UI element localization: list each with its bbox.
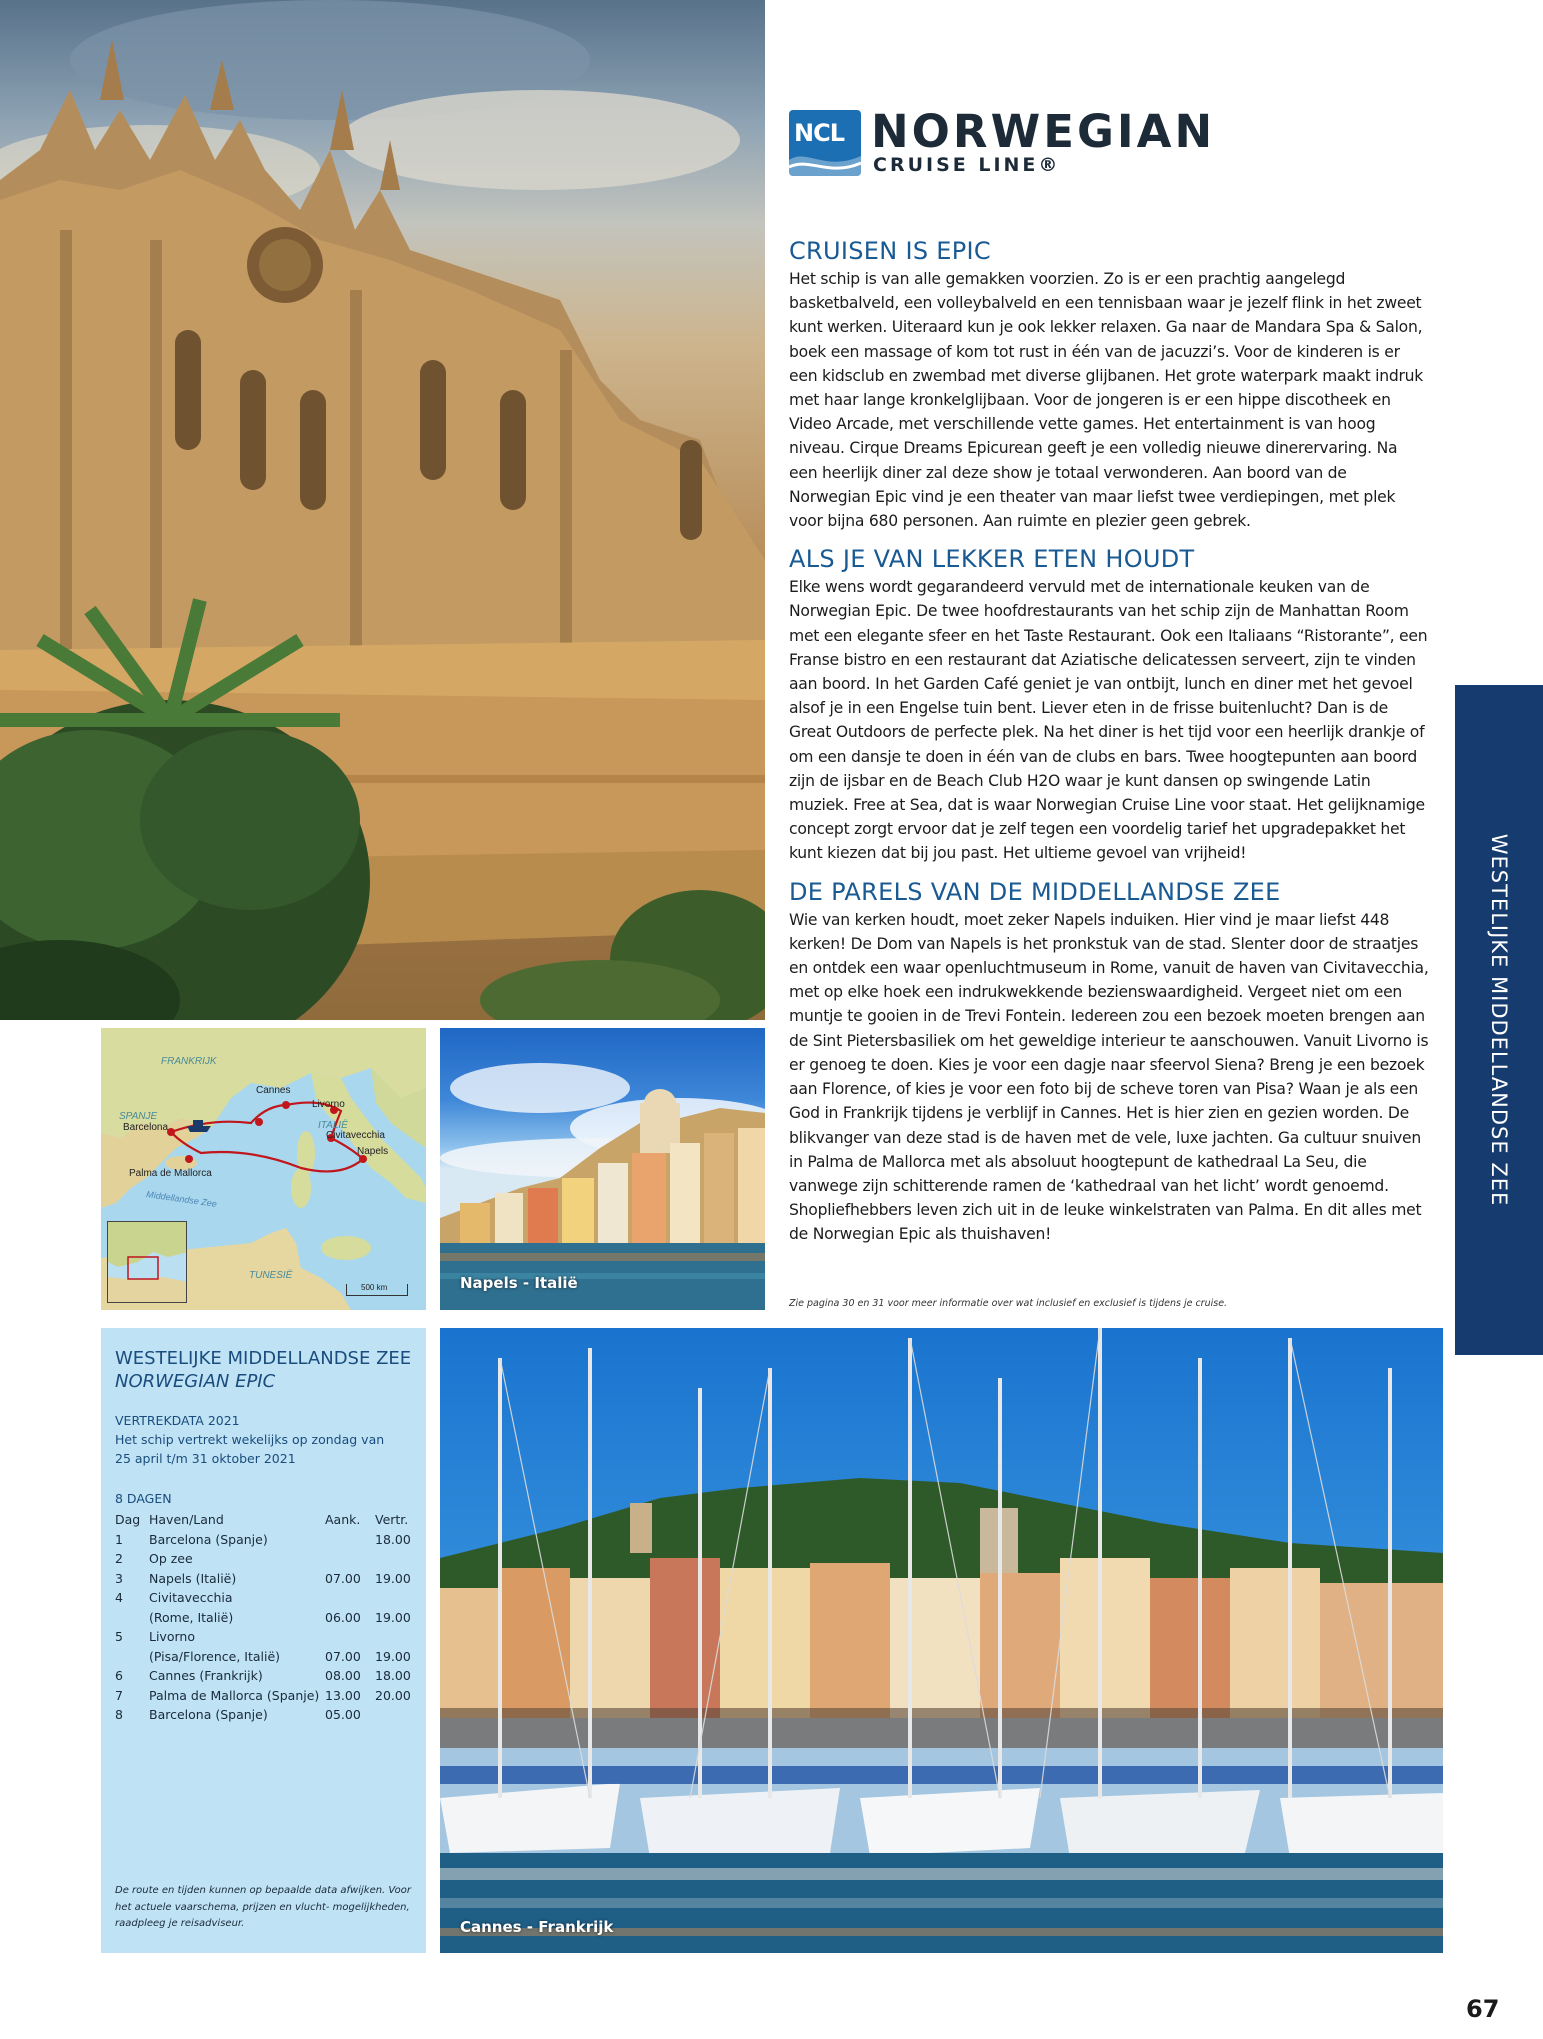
napels-caption: Napels - Italië [460, 1274, 578, 1292]
map-inset-drawing [108, 1222, 187, 1303]
row-arrival [325, 1530, 375, 1550]
table-row [115, 1627, 411, 1647]
row-arrival: 13.00 [325, 1687, 361, 1703]
cathedral-illustration [0, 0, 765, 1020]
row-arrival [325, 1588, 375, 1608]
map-port-napels: Napels [357, 1146, 389, 1157]
col-departure: Vertr. [375, 1512, 409, 1527]
table-row [115, 1608, 411, 1628]
col-arrival: Aank. [325, 1512, 361, 1527]
region-side-tab-label: WESTELIJKE MIDDELLANDSE ZEE [1487, 833, 1511, 1207]
row-port: Palma de Mallorca (Spanje) [149, 1687, 320, 1703]
itinerary-duration: 8 DAGEN [115, 1491, 172, 1506]
row-port: Op zee [149, 1551, 193, 1566]
wave-icon [789, 150, 861, 176]
photo-napels [440, 1028, 765, 1310]
row-departure: 18.00 [375, 1531, 411, 1547]
map-label-italie: ITALIË [318, 1120, 348, 1131]
footnote: Zie pagina 30 en 31 voor meer informatie over wat inclusief en exclusief is tijdens je cruise. [789, 1298, 1228, 1309]
itinerary-box [101, 1328, 426, 1953]
section-text-parels: Wie van kerken houdt, moet zeker Napels induiken. Hier vind je maar liefst 448 kerken! De Dom van Napels is het pronkstuk van de stad. Slenter door de straatjes en ontdek een waar openluchtmuseum in Rome, vanuit de haven van Civitavecchia, met op elke hoek een indrukwekkende bezienswaardigheid. Vergeet niet om een muntje te gooien in de Trevi Fontein. Iedereen zou een bezoek moeten brengen aan de Sint Pietersbasiliek om het geweldige interieur te aanschouwen. Vanuit Livorno is er genoeg te doen. Kies je voor een dagje naar sfeervol Siena? Breng je een bezoek aan Florence, of kies je voor een foto bij de scheve toren van Pisa? Waan je als een God in Frankrijk tijdens je verblijf in Cannes. Het is hier zien en gezien worden. De blikvanger van deze stad is de haven met de vele, luxe jachten. Ga cultuur snuiven in Palma de Mallorca met als absoluut hoogtepunt de kathedraal La Seu, die vanwege zijn schitterende ramen de ‘kathedraal van het licht’ wordt genoemd. Shopliefhebbers leven zich uit in de leuke winkelstraten van Palma. En dit alles met de Norwegian Epic als thuishaven! [789, 910, 1429, 1244]
photo-cannes [440, 1328, 1443, 1953]
map-port-barcelona: Barcelona [123, 1122, 169, 1133]
row-day: 3 [115, 1570, 123, 1586]
itinerary-dates-line2: 25 april t/m 31 oktober 2021 [115, 1451, 296, 1466]
row-departure: 19.00 [375, 1570, 411, 1586]
ncl-logo-subtitle: CRUISE LINE® [873, 154, 1061, 176]
row-departure [375, 1627, 411, 1647]
row-departure [375, 1588, 411, 1608]
map-scale-label: 500 km [361, 1283, 388, 1292]
row-departure: 18.00 [375, 1668, 411, 1683]
map-label-sea: Middellandse Zee [145, 1189, 218, 1209]
row-departure [375, 1549, 411, 1569]
row-arrival [325, 1627, 375, 1647]
itinerary-note: De route en tijden kunnen op bepaalde data afwijken. Voor het actuele vaarschema, prijzen en vlucht- mogelijkheden, raadpleeg je reisadviseur. [115, 1885, 412, 1929]
itinerary-title: WESTELIJKE MIDDELLANDSE ZEE [115, 1348, 412, 1369]
map-port-livorno: Livorno [312, 1099, 345, 1110]
row-arrival: 05.00 [325, 1707, 361, 1722]
map-port-cannes: Cannes [256, 1085, 291, 1096]
table-row [115, 1666, 411, 1686]
article-body [789, 236, 1429, 1258]
map-label-spanje: SPANJE [119, 1111, 158, 1122]
row-day [115, 1647, 149, 1667]
napels-illustration [440, 1028, 765, 1310]
row-arrival: 08.00 [325, 1668, 361, 1683]
route-map [101, 1028, 426, 1310]
region-side-tab [1455, 685, 1543, 1355]
cannes-caption: Cannes - Frankrijk [460, 1918, 614, 1936]
row-port: Napels (Italië) [149, 1570, 237, 1586]
row-departure [375, 1705, 411, 1725]
itinerary-table-header [115, 1510, 411, 1530]
ncl-logo-name: NORWEGIAN [871, 105, 1216, 158]
row-port: (Pisa/Florence, Italië) [149, 1648, 281, 1664]
row-arrival: 07.00 [325, 1570, 361, 1586]
page-number: 67 [1466, 1995, 1500, 2023]
col-day: Dag [115, 1512, 141, 1527]
map-inset-europe [107, 1221, 187, 1303]
ncl-logo [789, 105, 1219, 180]
col-port: Haven/Land [149, 1512, 224, 1527]
table-row [115, 1647, 411, 1667]
section-text-eten: Elke wens wordt gegarandeerd vervuld met de internationale keuken van de Norwegian Epic. De twee hoofdrestaurants van het schip zijn de Manhattan Room met een elegante sfeer en het Taste Restaurant. Ook een Italiaans “Ristorante”, een Franse bistro en een restaurant dat Aziatische delicatessen serveert, zijn te vinden aan boord. In het Garden Café geniet je van ontbijt, lunch en diner met het gevoel alsof je in een Engelse tuin bent. Liever eten in de frisse buitenlucht? Dan is de Great Outdoors de perfecte plek. Na het diner is het tijd voor een heerlijk drankje of om een dansje te doen in één van de clubs en bars. Twee hoogtepunten aan boord zijn de ijsbar en de Beach Club H2O waar je kunt dansen op swingende Latin muziek. Free at Sea, dat is waar Norwegian Cruise Line voor staat. Het gelijknamige concept zorgt ervoor dat je zelf tegen een voordelig tarief het upgradepakket het kunt kiezen dat bij jou past. Het ultieme gevoel van vrijheid! [789, 578, 1428, 863]
table-row [115, 1686, 411, 1706]
row-arrival [325, 1549, 375, 1569]
row-departure: 19.00 [375, 1648, 411, 1664]
row-port: Civitavecchia [149, 1590, 233, 1605]
section-heading-parels: DE PARELS VAN DE MIDDELLANDSE ZEE [789, 877, 1281, 906]
hero-photo-palma-cathedral [0, 0, 765, 1020]
table-row [115, 1530, 411, 1550]
map-port-civitavecchia: Civitavecchia [326, 1130, 385, 1141]
row-departure: 19.00 [375, 1609, 411, 1625]
row-port: Barcelona (Spanje) [149, 1531, 268, 1547]
row-arrival: 07.00 [325, 1648, 361, 1664]
row-day: 4 [115, 1590, 123, 1605]
map-label-tunesie: TUNESIË [249, 1270, 293, 1281]
row-day: 6 [115, 1668, 123, 1683]
row-port: Barcelona (Spanje) [149, 1707, 268, 1722]
row-port: (Rome, Italië) [149, 1609, 234, 1625]
table-row [115, 1569, 411, 1589]
map-port-palma: Palma de Mallorca [129, 1168, 212, 1179]
itinerary-dates-line1: Het schip vertrekt wekelijks op zondag van [115, 1432, 385, 1447]
table-row [115, 1588, 411, 1608]
ncl-logo-mark [789, 110, 861, 176]
row-day [115, 1608, 149, 1628]
ncl-logo-mark-text: NCL [794, 119, 844, 147]
itinerary-dates-heading: VERTREKDATA 2021 [115, 1413, 240, 1428]
row-day: 1 [115, 1531, 123, 1547]
section-heading-cruisen: CRUISEN IS EPIC [789, 237, 991, 265]
row-day: 5 [115, 1629, 123, 1644]
row-day: 8 [115, 1707, 123, 1722]
row-day: 7 [115, 1687, 123, 1703]
row-day: 2 [115, 1551, 123, 1566]
row-arrival: 06.00 [325, 1609, 361, 1625]
map-label-frankrijk: FRANKRIJK [161, 1056, 217, 1067]
row-port: Livorno [149, 1629, 195, 1644]
section-text-cruisen: Het schip is van alle gemakken voorzien. Zo is er een prachtig aangelegd basketbalveld, een volleybalveld en een tennisbaan waar je jezelf flink in het zweet kunt werken. Uiteraard kun je ook lekker relaxen. Ga naar de Mandara Spa & Salon, boek een massage of kom tot rust in één van de jacuzzi’s. Voor de kinderen is er een kidsclub en zwembad met diverse glijbanen. Het grote waterpark maakt indruk met haar lange kronkelglijbaan. Voor de jongeren is er een hippe discotheek en Video Arcade, met verschillende vette games. Het entertainment is van hoog niveau. Cirque Dreams Epicurean geeft je een volledig nieuwe dinerervaring. Na een heerlijk diner zal deze show je totaal verwonderen. Aan boord van de Norwegian Epic vind je een theater van maar liefst twee verdiepingen, met plek voor bijna 680 personen. Aan ruimte en plezier geen gebrek. [789, 270, 1424, 531]
table-row [115, 1705, 411, 1725]
map-scale-bar [346, 1284, 408, 1296]
row-port: Cannes (Frankrijk) [149, 1668, 263, 1683]
table-row [115, 1549, 411, 1569]
cannes-illustration [440, 1328, 1443, 1953]
row-departure: 20.00 [375, 1687, 411, 1703]
section-heading-eten: ALS JE VAN LEKKER ETEN HOUDT [789, 545, 1195, 574]
itinerary-table [115, 1510, 411, 1725]
itinerary-ship: NORWEGIAN EPIC [115, 1371, 276, 1392]
